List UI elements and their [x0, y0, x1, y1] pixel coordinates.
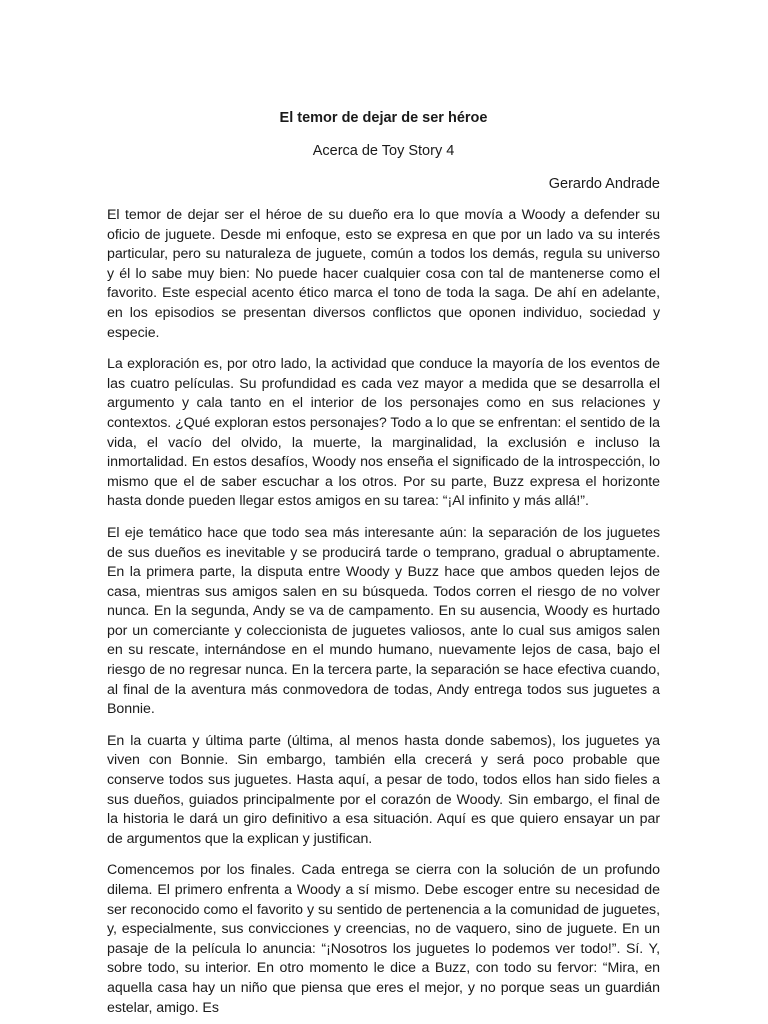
paragraph: Comencemos por los finales. Cada entrega se cierra con la solución de un profundo dilema. El primero enfrenta a Woody a sí mismo. Debe escoger entre su necesidad de ser reconocido como el favorito y su sentido de pertenencia a la comunidad de juguetes, y, especialmente, sus convicciones y creencias, no de vaquero, sino de juguete. En un pasaje de la película lo anuncia: “¡Nosotros los juguetes lo podemos ver todo!”. Sí. Y, sobre todo, su interior. En otro momento le dice a Buzz, con todo su fervor: “Mira, en aquella casa hay un niño que piensa que eres el mejor, y no porque seas un guardián estelar, amigo. Es — [107, 862, 660, 1016]
document-subtitle: Acerca de Toy Story 4 — [312, 143, 455, 159]
paragraph: El temor de dejar ser el héroe de su dueño era lo que movía a Woody a defender su oficio de juguete. Desde mi enfoque, esto se expresa en que por un lado va su interés particular, pero su naturaleza de juguete, común a todos los demás, regula su universo y él lo sabe muy bien: No puede hacer cualquier cosa con tal de mantenerse como el favorito. Este especial acento ético marca el tono de toda la saga. De ahí en adelante, en los episodios se presentan diversos conflictos que oponen individuo, sociedad y especie. — [107, 207, 660, 341]
document-author: Gerardo Andrade — [548, 176, 660, 192]
paragraph: La exploración es, por otro lado, la actividad que conduce la mayoría de los eventos de las cuatro películas. Su profundidad es cada vez mayor a medida que se desarrolla el argumento y cala tanto en el interior de los personajes como en sus relaciones y contextos. ¿Qué exploran estos personajes? Todo a lo que se enfrentan: el sentido de la vida, el vacío del olvido, la muerte, la marginalidad, la exclusión e incluso la inmortalidad. En estos desafíos, Woody nos enseña el significado de la introspección, lo mismo que el de saber escuchar a los otros. Por su parte, Buzz expresa el horizonte hasta donde pueden llegar estos amigos en su tarea: “¡Al infinito y más allá!”. — [107, 356, 660, 510]
paragraph: El eje temático hace que todo sea más interesante aún: la separación de los juguetes de sus dueños es inevitable y se producirá tarde o temprano, gradual o abruptamente. En la primera parte, la disputa entre Woody y Buzz hace que ambos queden lejos de casa, mientras sus amigos salen en su búsqueda. Todos corren el riesgo de no volver nunca. En la segunda, Andy se va de campamento. En su ausencia, Woody es hurtado por un comerciante y coleccionista de juguetes valiosos, ante lo cual sus amigos salen en su rescate, internándose en el mundo humano, nuevamente lejos de casa, bajo el riesgo de no regresar nunca. En la tercera parte, la separación se hace efectiva cuando, al final de la aventura más conmovedora de todas, Andy entrega todos sus juguetes a Bonnie. — [107, 524, 660, 718]
document-page — [107, 108, 660, 1018]
document-title: El temor de dejar de ser héroe — [279, 110, 488, 126]
paragraph: En la cuarta y última parte (última, al menos hasta donde sabemos), los juguetes ya viven con Bonnie. Sin embargo, también ella crecerá y será poco probable que conserve todos sus juguetes. Hasta aquí, a pesar de todo, todos ellos han sido fieles a sus dueños, guiados principalmente por el corazón de Woody. Sin embargo, el final de la historia le dará un giro definitivo a esa situación. Aquí es que quiero ensayar un par de argumentos que la explican y justifican. — [107, 732, 660, 847]
